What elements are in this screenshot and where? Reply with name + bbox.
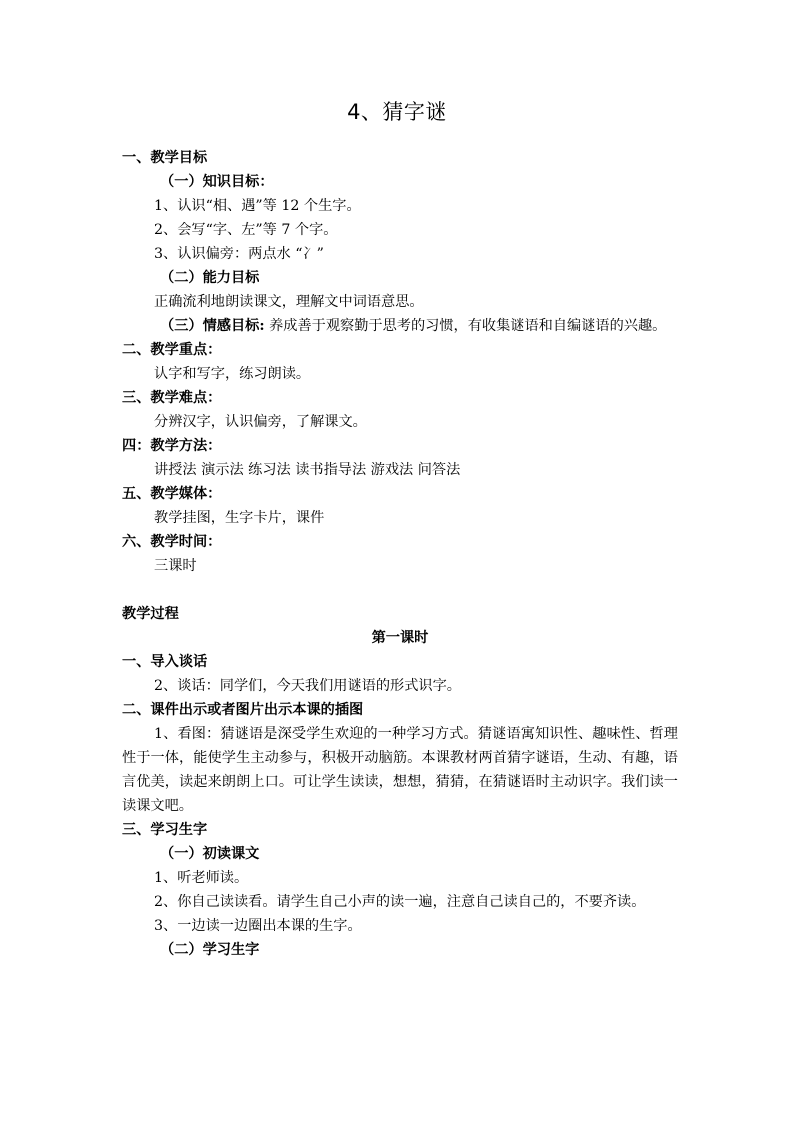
intro-text: 2、谈话：同学们，今天我们用谜语的形式识字。: [154, 678, 461, 694]
section-heading-difficulties: 三、教学难点：: [122, 390, 222, 406]
section-heading-learn: 三、学习生字: [122, 822, 208, 838]
time-text: 三课时: [154, 558, 197, 574]
methods-text: 讲授法 演示法 练习法 读书指导法 游戏法 问答法: [154, 462, 461, 478]
subheading-knowledge-goals: （一）知识目标：: [160, 174, 274, 190]
section-heading-media: 五、教学媒体：: [122, 486, 222, 502]
process-heading: 教学过程: [122, 606, 179, 622]
section-heading-intro: 一、导入谈话: [122, 654, 208, 670]
emotion-goal-paragraph: [122, 314, 678, 338]
section-heading-goals: 一、教学目标: [122, 150, 208, 166]
subheading-learn-chars: （二）学习生字: [160, 942, 260, 958]
section-heading-methods: 四：教学方法：: [122, 438, 222, 454]
subheading-emotion-goals: （三）情感目标:: [160, 318, 265, 334]
first-read-item: 1、听老师读。: [154, 870, 249, 886]
key-points-text: 认字和写字，练习朗读。: [154, 366, 311, 382]
knowledge-item: 3、认识偏旁：两点水 “冫”: [154, 246, 324, 262]
knowledge-item: 1、认识“相、遇”等 12 个生字。: [154, 198, 361, 214]
first-read-item: 2、你自己读读看。请学生自己小声的读一遍，注意自己读自己的，不要齐读。: [154, 894, 646, 910]
first-read-item: 3、一边读一边圈出本课的生字。: [154, 918, 362, 934]
document-title: 4、猜字谜: [347, 100, 447, 124]
section-heading-picture: 二、课件出示或者图片出示本课的插图: [122, 702, 364, 718]
spacer: [122, 578, 678, 602]
knowledge-item: 2、会写“字、左”等 7 个字。: [154, 222, 338, 238]
subheading-ability-goals: （二）能力目标: [160, 270, 260, 286]
ability-goal-text: 正确流利地朗读课文，理解文中词语意思。: [154, 294, 424, 310]
picture-paragraph: 1、看图：猜谜语是深受学生欢迎的一种学习方式。猜谜语寓知识性、趣味性、哲理性于一体，能使学生主动参与，积极开动脑筋。本课教材两首猜字谜语，生动、有趣，语言优美，读起来朗朗上口。可让学生读读，想想，猜猜，在猜谜语时主动识字。我们读一读课文吧。: [122, 726, 678, 814]
section-heading-key-points: 二、教学重点：: [122, 342, 222, 358]
difficulties-text: 分辨汉字，认识偏旁，了解课文。: [154, 414, 367, 430]
media-text: 教学挂图，生字卡片，课件: [154, 510, 325, 526]
document-body: [122, 146, 678, 962]
emotion-goal-text: 养成善于观察勤于思考的习惯，有收集谜语和自编谜语的兴趣。: [264, 318, 667, 334]
lesson-title: 第一课时: [371, 630, 429, 646]
section-heading-time: 六、教学时间：: [122, 534, 222, 550]
subheading-first-read: （一）初读课文: [160, 846, 260, 862]
